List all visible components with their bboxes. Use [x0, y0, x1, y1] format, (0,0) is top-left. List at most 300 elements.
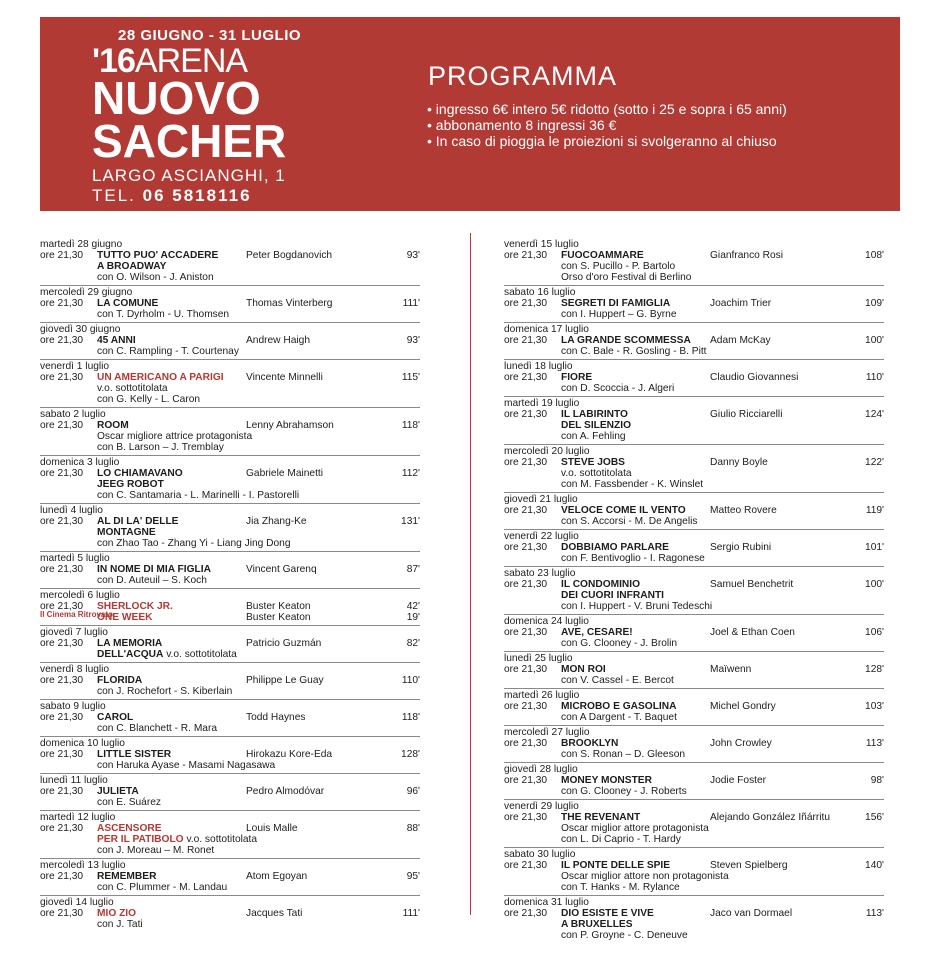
schedule-entry [40, 456, 420, 504]
entry-date: martedì 5 luglio [40, 553, 110, 564]
film-duration: 96' [406, 786, 420, 797]
entry-main-row [504, 298, 884, 309]
film-cast: con J. Moreau – M. Ronet [97, 845, 215, 856]
schedule-entry [504, 360, 884, 397]
entry-date: lunedì 4 luglio [40, 505, 103, 516]
entry-main-row [504, 335, 884, 346]
schedule-entry [40, 774, 420, 811]
film-title: DOBBIAMO PARLARE [561, 542, 669, 553]
film-duration: 128' [401, 749, 420, 760]
schedule-entry [504, 689, 884, 726]
film-duration: 156' [865, 812, 884, 823]
logo-year: '16 [92, 42, 135, 80]
entry-main-row [40, 250, 420, 261]
film-duration: 112' [401, 468, 420, 479]
schedule-entry [504, 800, 884, 848]
entry-main-row [504, 627, 884, 638]
entry-date: mercoledì 13 luglio [40, 860, 126, 871]
film-director: Giulio Ricciarelli [710, 409, 783, 420]
entry-main-row [504, 860, 884, 871]
entry-main-row [40, 823, 420, 834]
entry-date: venerdì 8 luglio [40, 664, 110, 675]
film-director: Matteo Rovere [710, 505, 777, 516]
schedule-entry [40, 286, 420, 323]
film-title: LA MEMORIA [97, 638, 163, 649]
entry-time: ore 21,30 [40, 638, 84, 649]
schedule-entry [504, 652, 884, 689]
film-cast: con B. Larson – J. Tremblay [97, 442, 224, 453]
entry-date: sabato 30 luglio [504, 849, 576, 860]
film-director: Joachim Trier [710, 298, 772, 309]
entry-time: ore 21,30 [504, 812, 548, 823]
film-title-continued: DEI CUORI INFRANTI [561, 590, 665, 601]
film-director: Jia Zhang-Ke [246, 516, 307, 527]
film-note: Oscar migliore attrice protagonista [97, 431, 253, 442]
entry-time: ore 21,30 [40, 675, 84, 686]
film-title: REMEMBER [97, 871, 157, 882]
entry-date: giovedì 28 luglio [504, 764, 578, 775]
entry-date: martedì 26 luglio [504, 690, 580, 701]
film-duration: 93' [406, 250, 420, 261]
entry-date: sabato 23 luglio [504, 568, 576, 579]
film-title: IN NOME DI MIA FIGLIA [97, 564, 211, 575]
film-duration: 124' [865, 409, 884, 420]
schedule-entry [40, 552, 420, 589]
film-duration: 113' [865, 908, 884, 919]
info-subscription: • abbonamento 8 ingressi 36 € [427, 117, 787, 133]
header-banner [40, 17, 900, 227]
film-title: AVE, CESARE! [561, 627, 633, 638]
film-director: Patricio Guzmán [246, 638, 322, 649]
film-cast: con G. Clooney - J. Roberts [561, 786, 687, 797]
film-duration: 88' [406, 823, 420, 834]
film-director: Jacques Tati [246, 908, 303, 919]
entry-time: ore 21,30 [40, 372, 84, 383]
film-title: MIO ZIO [97, 908, 137, 919]
film-duration: 110' [865, 372, 884, 383]
entry-time: ore 21,30 [40, 516, 84, 527]
film-cast: con C. Plummer - M. Landau [97, 882, 228, 893]
film-director: Adam McKay [710, 335, 771, 346]
film-cast: con C. Rampling - T. Courtenay [97, 346, 239, 357]
film-note: Oscar miglior attore protagonista [561, 823, 709, 834]
film-cast: con S. Pucillo - P. Bartolo [561, 261, 676, 272]
film-title: LITTLE SISTER [97, 749, 172, 760]
entry-date: sabato 16 luglio [504, 287, 576, 298]
film-title: SHERLOCK JR. [97, 601, 173, 612]
entry-date: lunedì 11 luglio [40, 775, 108, 786]
film-cast: con S. Accorsi - M. De Angelis [561, 516, 698, 527]
schedule-entry [504, 726, 884, 763]
film-director: Atom Egoyan [246, 871, 308, 882]
film-title: FUOCOAMMARE [561, 250, 644, 261]
entry-date: venerdì 1 luglio [40, 361, 110, 372]
column-divider [470, 233, 471, 915]
entry-main-row [504, 701, 884, 712]
schedule-entry [40, 626, 420, 663]
film-director: Samuel Benchetrit [710, 579, 794, 590]
entry-date: venerdì 15 luglio [504, 239, 579, 250]
entry-time: ore 21,30 [40, 749, 84, 760]
entry-time: ore 21,30 [504, 250, 548, 261]
film-director: Hirokazu Kore-Eda [246, 749, 333, 760]
schedule-entry [504, 763, 884, 800]
film-cast: con A. Fehling [561, 431, 626, 442]
film-title: AL DI LA' DELLE [97, 516, 179, 527]
film-subtitle-note: v.o. sottotitolata [163, 649, 237, 660]
schedule-entry [504, 567, 884, 615]
film-duration: 93' [406, 335, 420, 346]
schedule-entry [40, 896, 420, 932]
entry-main-row [40, 712, 420, 723]
film-director: Buster Keaton [246, 612, 311, 623]
film-title: FIORE [561, 372, 593, 383]
film-title: MON ROI [561, 664, 606, 675]
entry-time: ore 21,30 [504, 505, 548, 516]
entry-main-row [40, 638, 420, 649]
film-duration: 113' [865, 738, 884, 749]
film-duration: 128' [865, 664, 884, 675]
film-title-continued: A BRUXELLES [561, 919, 633, 930]
entry-date: mercoledì 29 giugno [40, 287, 133, 298]
film-director: Gianfranco Rosi [710, 250, 784, 261]
film-title-continued: MONTAGNE [97, 527, 156, 538]
film-cast: con C. Blanchett - R. Mara [97, 723, 218, 734]
entry-date: domenica 3 luglio [40, 457, 120, 468]
film-cast: con A Dargent - T. Baquet [561, 712, 677, 723]
film-director: Jodie Foster [710, 775, 767, 786]
entry-time: ore 21,30 [504, 627, 548, 638]
entry-main-row [504, 775, 884, 786]
entry-time: ore 21,30 [40, 298, 84, 309]
film-duration: 110' [401, 675, 420, 686]
film-cast: con O. Wilson - J. Aniston [97, 272, 214, 283]
film-cast: con C. Bale - R. Gosling - B. Pitt [561, 346, 707, 357]
film-duration: 100' [865, 335, 884, 346]
entry-date: mercoledì 20 luglio [504, 446, 590, 457]
film-director: Danny Boyle [710, 457, 768, 468]
schedule-entry [504, 286, 884, 323]
film-cast: con J. Tati [97, 919, 143, 930]
film-duration: 95' [406, 871, 420, 882]
film-title-line2 [504, 590, 884, 601]
entry-date: giovedì 7 luglio [40, 627, 108, 638]
entry-date: domenica 10 luglio [40, 738, 125, 749]
entry-time: ore 21,30 [504, 664, 548, 675]
info-rain: • In caso di pioggia le proiezioni si svolgeranno al chiuso [427, 133, 787, 149]
film-director: Vincent Garenq [246, 564, 317, 575]
film-duration: 19' [406, 612, 420, 623]
schedule-entry [504, 323, 884, 360]
film-duration: 106' [865, 627, 884, 638]
entry-time: ore 21,30 [504, 409, 548, 420]
schedule-entry [504, 896, 884, 943]
film-title: STEVE JOBS [561, 457, 625, 468]
entry-date: domenica 31 luglio [504, 897, 589, 908]
entry-date: giovedì 21 luglio [504, 494, 578, 505]
schedule-entry [504, 493, 884, 530]
film-duration: 87' [406, 564, 420, 575]
logo-nuovo: NUOVO [92, 72, 261, 125]
entry-date: martedì 12 luglio [40, 812, 116, 823]
info-prices: • ingresso 6€ intero 5€ ridotto (sotto i 25 e sopra i 65 anni) [427, 101, 787, 117]
entry-main-row [504, 579, 884, 590]
film-cast: con G. Clooney - J. Brolin [561, 638, 678, 649]
arena-logo [92, 27, 312, 227]
venue-address: LARGO ASCIANGHI, 1 [92, 165, 286, 185]
schedule-entry [40, 323, 420, 360]
festival-dates: 28 GIUGNO - 31 LUGLIO [118, 27, 302, 44]
film-note: Oscar miglior attore non protagonista [561, 871, 729, 882]
film-director: Todd Haynes [246, 712, 306, 723]
film-cast: con L. Di Caprio - T. Hardy [561, 834, 681, 845]
entry-time: ore 21,30 [40, 601, 84, 612]
phone-label: TEL. [92, 185, 136, 205]
film-director: Louis Malle [246, 823, 298, 834]
film-title-line2 [40, 527, 420, 538]
entry-main-row [40, 335, 420, 346]
entry-time: ore 21,30 [40, 420, 84, 431]
schedule-entry [504, 615, 884, 652]
entry-date: sabato 9 luglio [40, 701, 106, 712]
entry-date: mercoledì 6 luglio [40, 590, 120, 601]
film-title: ASCENSORE [97, 823, 162, 834]
film-cast: con G. Kelly - L. Caron [97, 394, 201, 405]
film-director: Peter Bogdanovich [246, 250, 333, 261]
film-note: v.o. sottotitolata [97, 383, 168, 394]
schedule-entry [40, 700, 420, 737]
entry-main-row [504, 457, 884, 468]
entry-time: ore 21,30 [40, 823, 84, 834]
film-duration: 108' [865, 250, 884, 261]
entry-date: venerdì 22 luglio [504, 531, 579, 542]
film-title: UN AMERICANO A PARIGI [97, 372, 224, 383]
il-cinema-ritrovato-logo: Il Cinema Ritrovato [40, 610, 113, 619]
film-director: John Crowley [710, 738, 772, 749]
schedule-entry [40, 504, 420, 552]
film-duration: 118' [401, 712, 420, 723]
entry-main-row [504, 250, 884, 261]
film-cast: con V. Cassel - E. Bercot [561, 675, 674, 686]
film-director: Vincente Minnelli [246, 372, 323, 383]
film-title: VELOCE COME IL VENTO [561, 505, 686, 516]
film-title-continued: PER IL PATIBOLO [97, 834, 184, 845]
film-cast: con S. Ronan – D. Gleeson [561, 749, 686, 760]
film-subtitle-note: v.o. sottotitolata [183, 834, 258, 845]
film-duration: 122' [865, 457, 884, 468]
entry-time: ore 21,30 [40, 908, 84, 919]
film-director: Philippe Le Guay [246, 675, 324, 686]
film-cast: con I. Huppert - V. Bruni Tedeschi [561, 601, 713, 612]
film-cast: con F. Bentivoglio - I. Ragonese [561, 553, 705, 564]
film-cast: con Haruka Ayase - Masami Nagasawa [97, 760, 276, 771]
film-cast: con T. Hanks - M. Rylance [561, 882, 680, 893]
website: www.sacherfilm.eu [92, 209, 236, 227]
entry-time: ore 21,30 [504, 335, 548, 346]
film-director: Sergio Rubini [710, 542, 772, 553]
film-title: ONE WEEK [97, 612, 153, 623]
film-title: IL CONDOMINIO [561, 579, 641, 590]
schedule-entry [40, 663, 420, 700]
film-title-line2 [40, 261, 420, 272]
film-award: Orso d'oro Festival di Berlino [561, 272, 692, 283]
film-title: CAROL [97, 712, 134, 723]
film-cast: con Zhao Tao - Zhang Yi - Liang Jing Dong [97, 538, 291, 549]
entry-time: ore 21,30 [40, 468, 84, 479]
film-duration: 98' [870, 775, 884, 786]
entry-time: ore 21,30 [504, 908, 548, 919]
film-director: Maïwenn [710, 664, 752, 675]
film-cast: con D. Auteuil – S. Koch [97, 575, 207, 586]
film-title: JULIETA [97, 786, 139, 797]
film-duration: 111' [402, 908, 420, 919]
film-title-line2 [504, 919, 884, 930]
schedule-left-column [40, 238, 420, 932]
entry-main-row [504, 738, 884, 749]
entry-date: martedì 28 giugno [40, 239, 123, 250]
schedule-entry [40, 408, 420, 456]
film-title: MICROBO E GASOLINA [561, 701, 677, 712]
entry-time: ore 21,30 [504, 860, 548, 871]
film-director: Claudio Giovannesi [710, 372, 799, 383]
entry-main-row [40, 468, 420, 479]
programma-title: PROGRAMMA [428, 61, 618, 91]
film-director: Andrew Haigh [246, 335, 310, 346]
entry-date: venerdì 29 luglio [504, 801, 579, 812]
entry-main-row [504, 542, 884, 553]
schedule-entry [504, 238, 884, 286]
film-duration: 119' [865, 505, 884, 516]
film-title: SEGRETI DI FAMIGLIA [561, 298, 671, 309]
schedule-entry [504, 530, 884, 567]
film-title-line2 [40, 479, 420, 490]
film-title: 45 ANNI [97, 335, 136, 346]
film-title: BROOKLYN [561, 738, 619, 749]
film-title-continued: DELL'ACQUA [97, 649, 164, 660]
entry-main-row [40, 786, 420, 797]
film-director: Lenny Abrahamson [246, 420, 334, 431]
film-director: Buster Keaton [246, 601, 311, 612]
logo-arena: ARENA [134, 42, 248, 80]
entry-date: mercoledì 27 luglio [504, 727, 590, 738]
info-list [427, 101, 787, 149]
film-director: Thomas Vinterberg [246, 298, 333, 309]
entry-main-row [504, 664, 884, 675]
entry-date: domenica 24 luglio [504, 616, 589, 627]
film-title: LA GRANDE SCOMMESSA [561, 335, 691, 346]
film-title: FLORIDA [97, 675, 143, 686]
entry-date: martedì 19 luglio [504, 398, 580, 409]
entry-main-row [504, 908, 884, 919]
entry-date: giovedì 14 luglio [40, 897, 114, 908]
entry-main-row [40, 564, 420, 575]
film-director: Steven Spielberg [710, 860, 788, 871]
film-title-line2 [40, 834, 420, 845]
schedule-entry [40, 859, 420, 896]
film-duration: 82' [406, 638, 420, 649]
film-title: DIO ESISTE E VIVE [561, 908, 654, 919]
entry-main-row [504, 505, 884, 516]
film-cast: con I. Huppert – G. Byrne [561, 309, 677, 320]
film-title-continued: A BROADWAY [97, 261, 167, 272]
film-duration: 111' [402, 298, 420, 309]
schedule-entry [504, 445, 884, 493]
schedule-entry [40, 360, 420, 408]
film-cast: con D. Scoccia - J. Algeri [561, 383, 675, 394]
entry-date: sabato 2 luglio [40, 409, 106, 420]
entry-time: ore 21,30 [40, 871, 84, 882]
film-title-continued: JEEG ROBOT [97, 479, 164, 490]
film-title: LA COMUNE [97, 298, 159, 309]
film-director: Joel & Ethan Coen [710, 627, 795, 638]
schedule-entry [40, 589, 420, 626]
film-director: Gabriele Mainetti [246, 468, 324, 479]
entry-time: ore 21,30 [40, 250, 84, 261]
entry-date: giovedì 30 giugno [40, 324, 121, 335]
film-title: MONEY MONSTER [561, 775, 652, 786]
entry-main-row [40, 675, 420, 686]
entry-time: ore 21,30 [40, 335, 84, 346]
schedule-entry [40, 811, 420, 859]
entry-time: ore 21,30 [504, 701, 548, 712]
film-title: THE REVENANT [561, 812, 641, 823]
schedule-entry [504, 848, 884, 896]
film-title-continued: DEL SILENZIO [561, 420, 631, 431]
film-cast: con J. Rochefort - S. Kiberlain [97, 686, 233, 697]
entry-date: lunedì 25 luglio [504, 653, 573, 664]
entry-main-row [504, 372, 884, 383]
entry-main-row [504, 812, 884, 823]
film-director: Alejando González Iñárritu [710, 812, 831, 823]
film-cast: con T. Dyrholm - U. Thomsen [97, 309, 230, 320]
film-duration: 100' [865, 579, 884, 590]
film-cast: con P. Groyne - C. Deneuve [561, 930, 688, 941]
schedule-entry [40, 238, 420, 286]
entry-time: ore 21,30 [40, 712, 84, 723]
schedule-entry [504, 397, 884, 445]
film-duration: 103' [865, 701, 884, 712]
schedule-right-column [504, 238, 884, 943]
entry-main-row [40, 871, 420, 882]
entry-main-row [40, 372, 420, 383]
film-duration: 140' [865, 860, 884, 871]
film-title: LO CHIAMAVANO [97, 468, 183, 479]
entry-time: ore 21,30 [40, 564, 84, 575]
entry-time: ore 21,30 [504, 775, 548, 786]
entry-main-row [40, 749, 420, 760]
film-title: IL PONTE DELLE SPIE [561, 860, 671, 871]
film-cast: con C. Santamaria - L. Marinelli - I. Pastorelli [97, 490, 300, 501]
entry-main-row [504, 409, 884, 420]
film-cast: con E. Suárez [97, 797, 161, 808]
entry-time: ore 21,30 [504, 542, 548, 553]
entry-date: domenica 17 luglio [504, 324, 589, 335]
entry-time: ore 21,30 [504, 579, 548, 590]
entry-time: ore 21,30 [504, 738, 548, 749]
film-duration: 115' [401, 372, 420, 383]
entry-date: lunedì 18 luglio [504, 361, 573, 372]
film-director: Pedro Almodóvar [246, 786, 325, 797]
film-director: Jaco van Dormael [710, 908, 793, 919]
entry-main-row [40, 516, 420, 527]
film-title: TUTTO PUO' ACCADERE [97, 250, 219, 261]
entry-time: ore 21,30 [504, 457, 548, 468]
film-cast: con M. Fassbender - K. Winslet [561, 479, 704, 490]
entry-time: ore 21,30 [504, 372, 548, 383]
schedule-entry [40, 737, 420, 774]
logo-sacher: SACHER [92, 114, 287, 167]
film-title: IL LABIRINTO [561, 409, 628, 420]
